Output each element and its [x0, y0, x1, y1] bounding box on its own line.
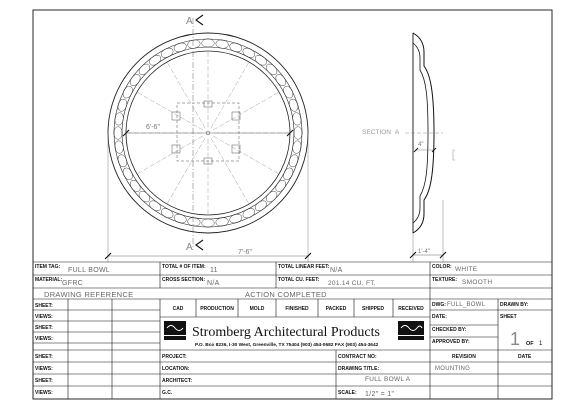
radial-guide	[213, 92, 279, 130]
project-label: PROJECT:	[162, 354, 187, 360]
action-header: SHIPPED	[362, 306, 384, 312]
drawing-title-value: FULL BOWL A	[365, 376, 411, 383]
reference-row-label: VIEWS:	[35, 390, 53, 396]
sheet-label: SHEET	[500, 314, 517, 320]
reference-row-label: VIEWS:	[35, 336, 53, 342]
cross-section-label: CROSS SECTION:	[162, 277, 206, 283]
sheet-number: 1	[510, 329, 521, 349]
company-name: Stromberg Architectural Products	[192, 325, 380, 340]
texture-label: TEXTURE:	[432, 277, 457, 283]
scale-value: 1/2" = 1"	[365, 391, 395, 398]
linear-feet-label: TOTAL LINEAR FEET:	[278, 264, 330, 270]
radial-guide	[211, 138, 249, 204]
approved-by-label: APPROVED BY:	[432, 339, 470, 345]
sheet-of-label: OF	[526, 341, 534, 347]
item-tag-label: ITEM TAG:	[35, 264, 61, 270]
action-header: PRODUCTION	[200, 306, 234, 312]
scallop	[202, 219, 215, 227]
rim-dim-label: 1'-4"	[418, 249, 430, 255]
reference-row-label: SHEET:	[35, 303, 53, 309]
color-label: COLOR:	[432, 264, 452, 270]
inner-dim-label: 6'-6"	[146, 124, 160, 131]
scale-label: SCALE:	[338, 390, 357, 396]
material-label: MATERIAL:	[35, 277, 63, 283]
gc-label: G.C.	[162, 390, 173, 396]
plan-view	[105, 15, 311, 262]
radial-guide	[211, 62, 249, 128]
mount-bracket-tl	[172, 112, 180, 120]
reference-row-label: SHEET:	[35, 378, 53, 384]
contract-label: CONTRACT NO:	[338, 354, 377, 360]
item-tag-value: FULL BOWL	[68, 267, 111, 274]
action-headers	[173, 306, 425, 312]
action-header: PACKED	[325, 306, 347, 312]
cu-feet-label: TOTAL CU. FEET:	[278, 277, 320, 283]
total-items-label: TOTAL # OF ITEM:	[162, 264, 206, 270]
reference-row-label: SHEET:	[35, 354, 53, 360]
reference-row-label: VIEWS:	[35, 314, 53, 320]
mount-bracket-bl	[172, 145, 180, 153]
action-header: RECEIVED	[398, 306, 424, 312]
revision-value: MOUNTING	[435, 366, 471, 372]
checked-by-label: CHECKED BY:	[432, 327, 467, 333]
location-label: LOCATION:	[162, 366, 190, 372]
company-address: P.O. Box 8236, I-30 West, Greenville, TX 75404 (903) 454-0682 FAX (903) 454-3642	[195, 343, 379, 348]
section-view	[362, 33, 455, 262]
linear-feet-value: N/A	[330, 267, 343, 274]
action-header: MOLD	[249, 306, 265, 312]
section-marker-top: A	[186, 16, 194, 27]
sheet-total: 1	[539, 341, 543, 347]
section-bracket-mark	[453, 150, 455, 160]
drawn-by-label: DRAWN BY:	[500, 302, 529, 308]
sheet-border	[33, 10, 552, 399]
scallop	[114, 127, 122, 140]
radial-guide	[167, 62, 205, 128]
scallop	[202, 39, 215, 47]
color-value: WHITE	[455, 266, 478, 273]
scallop	[294, 127, 302, 140]
reference-row-label: SHEET:	[35, 325, 53, 331]
section-arrow-bottom	[196, 240, 203, 250]
cross-section-value: N/A	[207, 280, 220, 287]
drawing-title-label: DRAWING TITLE:	[338, 366, 380, 372]
radial-guide	[213, 136, 279, 174]
reference-row-label: VIEWS:	[35, 366, 53, 372]
action-header: FINISHED	[285, 306, 309, 312]
depth-dim-label: 4"	[418, 142, 424, 148]
dwg-value: FULL_BOWL	[447, 302, 486, 308]
architect-label: ARCHITECT:	[162, 378, 192, 384]
drawing-reference-label: DRAWING REFERENCE	[44, 290, 134, 299]
section-title: SECTION A	[362, 129, 400, 136]
dwg-label: DWG:	[432, 302, 446, 308]
revision-date-label: DATE	[518, 354, 532, 360]
cu-feet-value: 201.14 CU. FT.	[328, 280, 376, 287]
outer-dim-label: 7'-6"	[238, 249, 252, 256]
action-completed-label: ACTION COMPLETED	[245, 290, 327, 299]
radial-guide	[167, 138, 205, 204]
action-header: CAD	[172, 306, 184, 312]
total-items-value: 11	[210, 267, 218, 274]
section-marker-bottom: A	[186, 242, 194, 253]
reference-row-labels	[35, 303, 53, 396]
date-label: DATE:	[432, 314, 447, 320]
material-value: GFRC	[62, 280, 84, 287]
section-arrow-top	[196, 15, 203, 25]
texture-value: SMOOTH	[462, 279, 493, 286]
revision-label: REVISION	[452, 354, 476, 360]
